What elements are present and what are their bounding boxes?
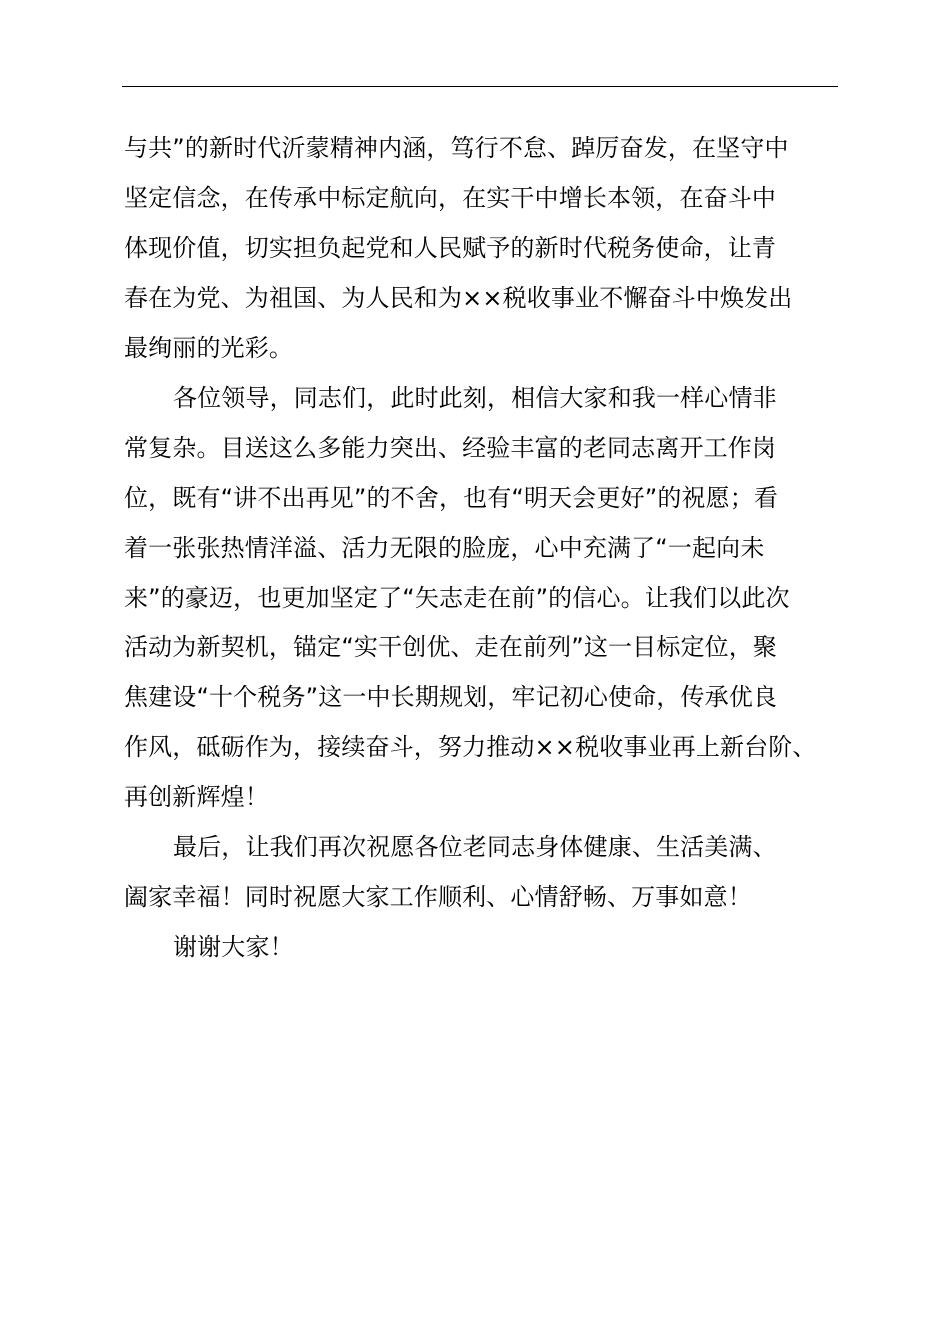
text-line: 各位领导，同志们，此时此刻，相信大家和我一样心情非 [173, 384, 777, 412]
text-line: 谢谢大家！ [173, 933, 294, 961]
text-line: 与共”的新时代沂蒙精神内涵，笃行不怠、踔厉奋发，在坚守中 [124, 134, 789, 162]
text-line: 活动为新契机，锚定“实干创优、走在前列”这一目标定位，聚 [124, 633, 778, 661]
text-line: 最后，让我们再次祝愿各位老同志身体健康、生活美满、 [173, 833, 777, 861]
text-line: 作风，砥砺作为，接续奋斗，努力推动××税收事业再上新台阶、 [124, 733, 817, 761]
text-line: 阖家幸福！同时祝愿大家工作顺利、心情舒畅、万事如意！ [124, 883, 752, 911]
header-rule [122, 86, 838, 87]
text-line: 体现价值，切实担负起党和人民赋予的新时代税务使命，让青 [124, 234, 777, 262]
text-line: 常复杂。目送这么多能力突出、经验丰富的老同志离开工作岗 [124, 434, 777, 462]
text-line: 位，既有“讲不出再见”的不舍，也有“明天会更好”的祝愿；看 [124, 484, 779, 512]
text-line: 坚定信念，在传承中标定航向，在实干中增长本领，在奋斗中 [124, 184, 777, 212]
text-line: 最绚丽的光彩。 [124, 334, 294, 362]
text-line: 着一张张热情洋溢、活力无限的脸庞，心中充满了“一起向未 [124, 534, 765, 562]
text-line: 春在为党、为祖国、为人民和为××税收事业不懈奋斗中焕发出 [124, 284, 793, 312]
text-line: 焦建设“十个税务”这一中长期规划，牢记初心使命，传承优良 [124, 683, 778, 711]
text-line: 来”的豪迈，也更加坚定了“矢志走在前”的信心。让我们以此次 [124, 584, 790, 612]
text-line: 再创新辉煌！ [124, 783, 269, 811]
